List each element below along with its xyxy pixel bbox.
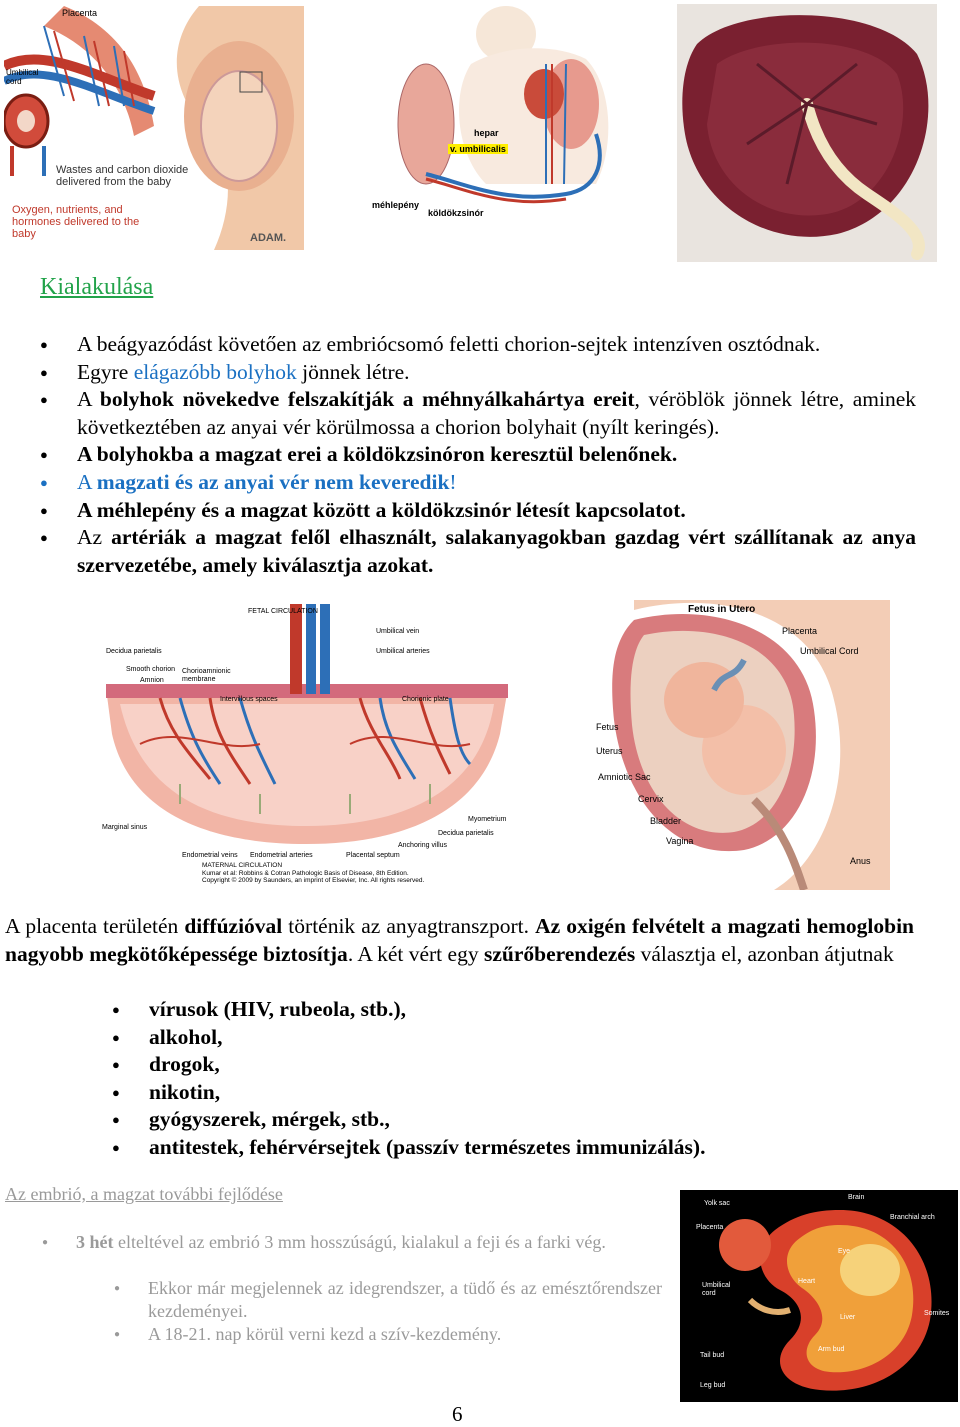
adam-logo: ADAM. xyxy=(250,232,287,244)
embryo-development-sublist xyxy=(112,1277,662,1346)
list-item: ● A 18-21. nap körül verni kezd a szív-kezdemény. xyxy=(112,1323,662,1346)
label-intervillous-spaces: Intervillous spaces xyxy=(220,696,278,703)
label-uterus: Uterus xyxy=(596,746,623,756)
label-eye: Eye xyxy=(838,1248,851,1255)
label-vagina: Vagina xyxy=(666,836,694,846)
label-chorioamnionic-membrane: Chorioamnionic membrane xyxy=(182,668,231,683)
list-item: ● A bolyhok növekedve felszakítják a méhnyálkahártya ereit, véröblök jönnek létre, aminek következtében az anyai vér körülmossa a chorion bolyhait (nyílt keringés). xyxy=(40,386,916,441)
label-arm-bud: Arm bud xyxy=(818,1346,845,1353)
figure-credit: MATERNAL CIRCULATION Kumar et al: Robbins & Cotran Pathologic Basis of Disease, 8th Edition. Copyright © 2009 by Saunders, an imprint of Elsevier, Inc. All rights reserved. xyxy=(202,862,425,884)
figure-fetal-vessels xyxy=(366,4,656,224)
list-item: ● A beágyazódást követően az embriócsomó feletti chorion-sejtek intenzíven osztódnak. xyxy=(40,331,916,359)
transport-paragraph: A placenta területén diffúzióval történik az anyagtranszport. Az oxigén felvételt a magzati hemoglobin nagyobb megkötőképessége biztosítja. A két vért egy szűrőberendezés választja el, azonban átjutnak xyxy=(5,914,915,966)
label-umbilical-arteries: Umbilical arteries xyxy=(376,648,430,655)
label-yolk-sac: Yolk sac xyxy=(704,1200,730,1207)
label-oxygen: Oxygen, nutrients, and hormones delivered to the baby xyxy=(12,204,140,240)
list-item: ● A magzati és az anyai vér nem keveredik! xyxy=(40,469,916,497)
label-amniotic-sac: Amniotic Sac xyxy=(598,772,651,782)
label-fetus: Fetus xyxy=(596,722,619,732)
label-branchial-arch: Branchial arch xyxy=(890,1214,935,1221)
label-hepar: hepar xyxy=(474,128,499,138)
label-decidua-parietalis-1: Decidua parietalis xyxy=(106,648,162,655)
label-tail-bud: Tail bud xyxy=(700,1352,725,1359)
list-item: ● gyógyszerek, mérgek, stb., xyxy=(112,1106,912,1134)
section-title-embrio: Az embrió, a magzat további fejlődése xyxy=(5,1184,283,1204)
figure-adam-placenta xyxy=(4,6,304,250)
figure-fetus-in-utero xyxy=(594,600,890,890)
label-v-umbilicalis: v. umbilicalis xyxy=(450,144,506,154)
figure-embryo-photo xyxy=(680,1190,958,1402)
list-item: ● A méhlepény és a magzat között a köldökzsinór létesít kapcsolatot. xyxy=(40,497,916,525)
label-somites: Somites xyxy=(924,1310,950,1317)
page-number: 6 xyxy=(452,1402,463,1426)
label-umbilical-cord-2: Umbilical Cord xyxy=(800,646,859,656)
label-wastes: Wastes and carbon dioxide delivered from the baby xyxy=(56,164,189,188)
formation-bullet-list xyxy=(40,331,916,579)
label-brain: Brain xyxy=(848,1194,865,1201)
list-item: ● Az artériák a magzat felől elhasznált, salakanyagokban gazdag vért szállítanak az anya szervezetébe, amely kiválasztja azokat. xyxy=(40,524,916,579)
label-endometrial-veins: Endometrial veins xyxy=(182,852,238,859)
label-koldokzsinor: köldökzsinór xyxy=(428,208,484,218)
list-item: ● alkohol, xyxy=(112,1024,912,1052)
label-amnion: Amnion xyxy=(140,677,164,684)
label-anchoring-villus: Anchoring villus xyxy=(398,842,448,849)
label-leg-bud: Leg bud xyxy=(700,1382,726,1389)
label-placenta-2: Placenta xyxy=(782,626,818,636)
label-marginal-sinus: Marginal sinus xyxy=(102,824,148,831)
list-item: ● nikotin, xyxy=(112,1079,912,1107)
label-umbilical-vein: Umbilical vein xyxy=(376,628,420,635)
section-title-kialakulasa: Kialakulása xyxy=(40,274,154,300)
list-item: ● A bolyhokba a magzat erei a köldökzsinóron keresztül belenőnek. xyxy=(40,441,916,469)
label-anus: Anus xyxy=(850,856,871,866)
label-placenta-3: Placenta xyxy=(696,1224,724,1231)
label-placenta: Placenta xyxy=(62,8,98,18)
list-item: ● drogok, xyxy=(112,1051,912,1079)
label-umbilical-cord-3: Umbilical cord xyxy=(702,1282,731,1297)
label-smooth-chorion: Smooth chorion xyxy=(126,666,176,673)
list-item: ● Ekkor már megjelennek az idegrendszer, a tüdő és az emésztőrendszer kezdeményei. xyxy=(112,1277,662,1323)
label-liver: Liver xyxy=(840,1314,856,1321)
label-cervix: Cervix xyxy=(638,794,664,804)
label-decidua-parietalis-2: Decidua parietalis xyxy=(438,830,494,837)
label-chorionic-plate: Chorionic plate xyxy=(402,696,449,703)
label-mehlepeny: méhlepény xyxy=(372,200,420,210)
embryo-development-list xyxy=(40,1231,662,1254)
label-heart: Heart xyxy=(798,1278,816,1285)
figure-placenta-photo xyxy=(677,4,937,262)
label-myometrium: Myometrium xyxy=(468,816,507,823)
label-fetus-in-utero-title: Fetus in Utero xyxy=(688,604,756,615)
list-item: ● vírusok (HIV, rubeola, stb.), xyxy=(112,996,912,1024)
list-item: ● Egyre elágazóbb bolyhok jönnek létre. xyxy=(40,359,916,387)
figure-maternal-circulation xyxy=(100,604,514,886)
label-placental-septum: Placental septum xyxy=(346,852,400,859)
label-umbilical-cord: Umbilical cord xyxy=(6,68,39,86)
list-item: ● antitestek, fehérvérsejtek (passzív természetes immunizálás). xyxy=(112,1134,912,1162)
list-item: ● 3 hét elteltével az embrió 3 mm hosszúságú, kialakul a feji és a farki vég. xyxy=(40,1231,662,1254)
label-fetal-circulation: FETAL CIRCULATION xyxy=(248,608,318,615)
label-endometrial-arteries: Endometrial arteries xyxy=(250,852,313,859)
transport-substances-list xyxy=(112,996,912,1162)
label-bladder: Bladder xyxy=(650,816,682,826)
